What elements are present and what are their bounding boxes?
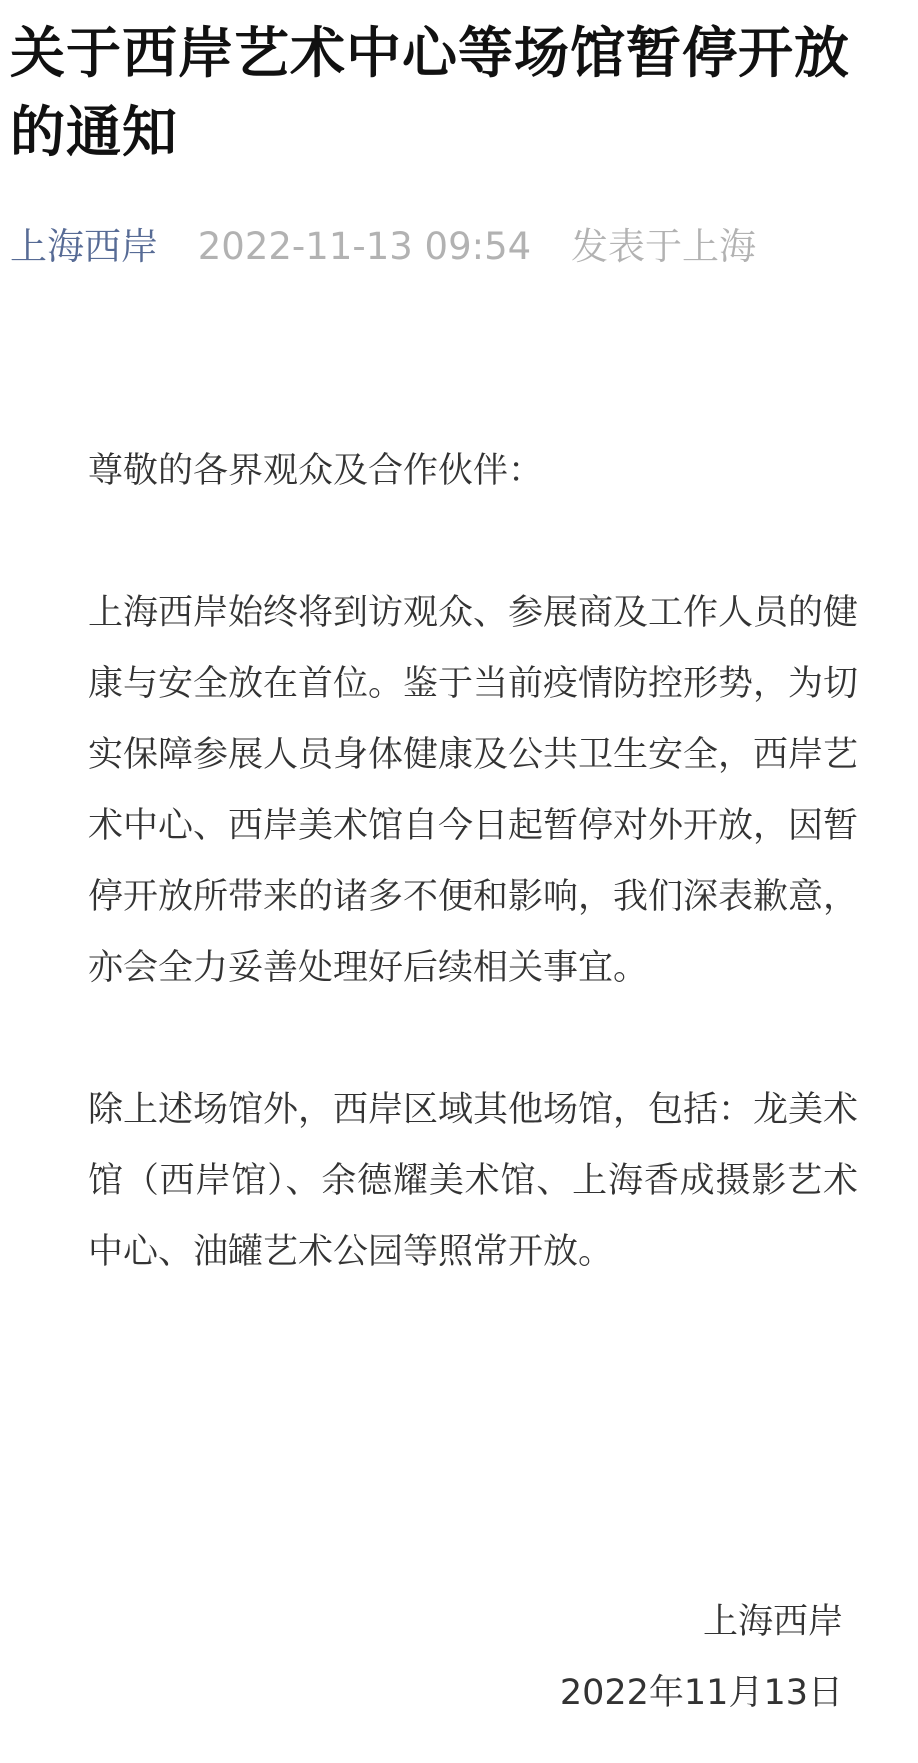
publish-location: 发表于上海 xyxy=(570,225,756,268)
paragraph-spacer xyxy=(88,1004,858,1075)
paragraph-open-venues: 除上述场馆外，西岸区域其他场馆，包括：龙美术馆（西岸馆）、余德耀美术馆、上海香成摄影艺术中心、油罐艺术公园等照常开放。 xyxy=(88,1090,859,1272)
greeting: 尊敬的各界观众及合作伙伴： xyxy=(88,451,544,491)
signature-organization: 上海西岸 xyxy=(702,1602,843,1642)
article-title: 关于西岸艺术中心等场馆暂停开放的通知 xyxy=(10,21,851,164)
paragraph-spacer xyxy=(88,507,858,578)
publish-time: 2022-11-13 09:54 xyxy=(197,225,532,268)
signature-date: 2022年11月13日 xyxy=(559,1673,843,1713)
signature-block xyxy=(560,1587,843,1729)
paragraph-closure-notice: 上海西岸始终将到访观众、参展商及工作人员的健康与安全放在首位。鉴于当前疫情防控形势，为切实保障参展人员身体健康及公共卫生安全，西岸艺术中心、西岸美术馆自今日起暂停对外开放，因暂停开放所带来的诸多不便和影响，我们深表歉意，亦会全力妥善处理好后续相关事宜。 xyxy=(88,593,859,988)
article-body xyxy=(88,436,858,1288)
article-meta xyxy=(10,222,756,272)
account-name-link[interactable]: 上海西岸 xyxy=(10,225,158,268)
